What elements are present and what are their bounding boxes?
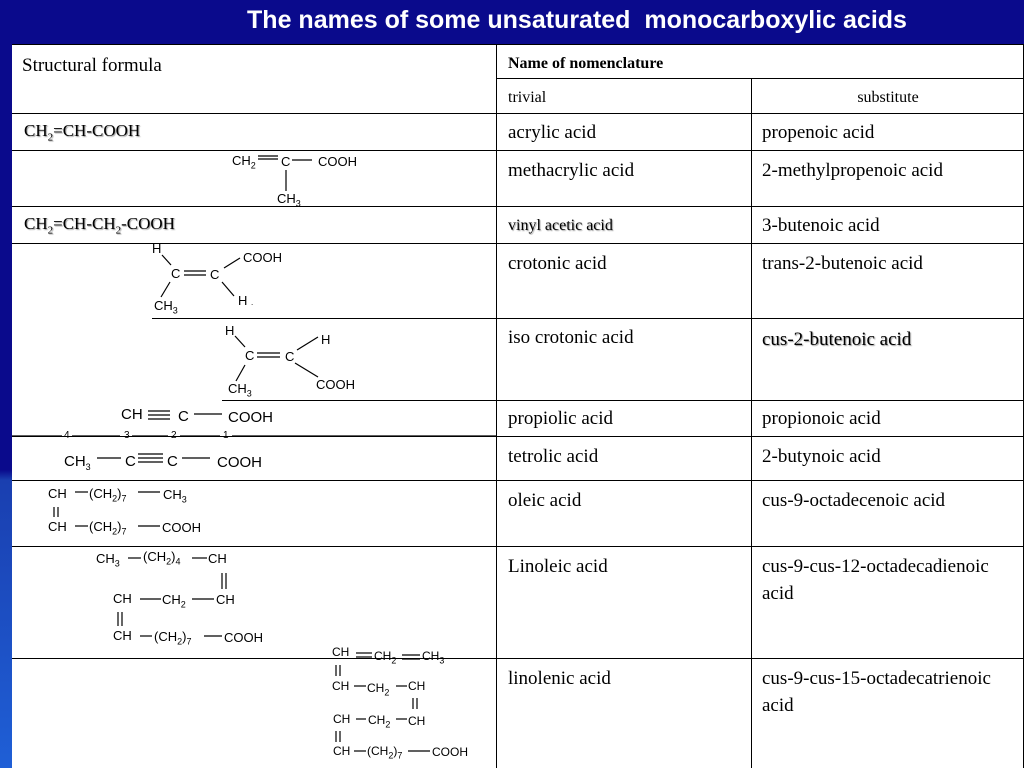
- tetrolic-structure: C: [167, 453, 178, 470]
- substitute-name: propenoic acid: [762, 122, 875, 143]
- substitute-name: 3-butenoic acid: [762, 215, 880, 236]
- header-substitute: substitute: [857, 89, 919, 106]
- linoleic-structure: $(CH_2)_7$: [154, 629, 192, 647]
- linoleic-structure: CH: [208, 551, 227, 566]
- linolenic-structure: CH: [332, 679, 350, 693]
- trivial-name: propiolic acid: [508, 408, 613, 429]
- isocrotonic-structure: C: [245, 348, 255, 363]
- substitute-name: cus-9-cus-15-octadecatrienoic acid: [762, 668, 991, 716]
- linolenic-structure: COOH: [432, 745, 468, 759]
- methacrylic-structure: C: [281, 154, 291, 169]
- linolenic-structure: $CH_2$: [367, 681, 390, 698]
- substitute-name: propionoic acid: [762, 408, 881, 429]
- crotonic-structure: COOH: [243, 250, 282, 265]
- isocrotonic-structure: $CH_3$: [228, 381, 252, 399]
- oleic-structure: CH: [48, 519, 67, 534]
- linolenic-structure: CH: [333, 744, 351, 758]
- substitute-name: 2-methylpropenoic acid: [762, 160, 943, 181]
- linolenic-structure: $(CH_2)_7$: [367, 744, 403, 761]
- linolenic-structure: CH: [408, 714, 426, 728]
- oleic-structure: $(CH_2)_7$: [89, 486, 127, 504]
- slide-title: The names of some unsaturated monocarboxylic acids: [247, 6, 907, 34]
- trivial-name: linolenic acid: [508, 668, 611, 689]
- trivial-name: iso crotonic acid: [508, 327, 634, 348]
- methacrylic-structure: COOH: [318, 154, 357, 169]
- header-name-of-nomenclature: Name of nomenclature: [508, 55, 664, 72]
- crotonic-structure: H: [152, 241, 162, 256]
- oleic-structure: $(CH_2)_7$: [89, 519, 127, 537]
- tetrolic-numbering: 2: [171, 430, 177, 441]
- formula-vinylacetic: $CH_2=CH-CH_2$-COOH: [24, 214, 175, 237]
- propiolic-structure: CH: [121, 406, 143, 423]
- linolenic-structure: CH: [332, 645, 350, 659]
- oleic-structure: COOH: [162, 520, 201, 535]
- crotonic-structure: H .: [238, 293, 254, 308]
- trivial-name: vinyl acetic acid: [508, 217, 613, 234]
- propiolic-structure: C: [178, 408, 189, 425]
- linolenic-structure: CH: [333, 712, 351, 726]
- linoleic-structure: CH: [113, 591, 132, 606]
- tetrolic-structure: C: [125, 453, 136, 470]
- substitute-name: cus-2-butenoic acid: [762, 329, 912, 350]
- tetrolic-structure: COOH: [217, 454, 262, 471]
- methacrylic-structure: $CH_3$: [277, 191, 301, 209]
- linoleic-structure: CH: [113, 628, 132, 643]
- crotonic-structure: C: [171, 266, 181, 281]
- oleic-structure: CH: [48, 486, 67, 501]
- substitute-name: cus-9-octadecenoic acid: [762, 490, 946, 511]
- oleic-structure: $CH_3$: [163, 487, 187, 505]
- header-structural-formula: Structural formula: [22, 55, 162, 76]
- trivial-name: methacrylic acid: [508, 160, 635, 181]
- isocrotonic-structure: C: [285, 349, 295, 364]
- linolenic-structure: $CH_2$: [374, 649, 397, 666]
- crotonic-structure: C: [210, 267, 220, 282]
- trivial-name: Linoleic acid: [508, 556, 608, 577]
- linoleic-structure: COOH: [224, 630, 263, 645]
- tetrolic-numbering: 1: [223, 430, 229, 441]
- methacrylic-structure: $CH_2$: [232, 153, 256, 171]
- propiolic-structure: COOH: [228, 409, 273, 426]
- isocrotonic-structure: H: [225, 323, 235, 338]
- linoleic-structure: $(CH_2)_4$: [143, 549, 181, 567]
- linoleic-structure: $CH_2$: [162, 592, 186, 610]
- trivial-name: acrylic acid: [508, 122, 597, 143]
- linolenic-structure: CH: [408, 679, 426, 693]
- isocrotonic-structure: H: [321, 332, 331, 347]
- header-trivial: trivial: [508, 89, 547, 106]
- trivial-name: crotonic acid: [508, 253, 607, 274]
- crotonic-structure: $CH_3$: [154, 298, 178, 316]
- substitute-name: 2-butynoic acid: [762, 446, 881, 467]
- tetrolic-structure: $CH_3$: [64, 453, 91, 472]
- linoleic-structure: CH: [216, 592, 235, 607]
- trivial-name: oleic acid: [508, 490, 582, 511]
- substitute-name: cus-9-cus-12-octadecadienoic acid: [762, 556, 989, 604]
- isocrotonic-structure: COOH: [316, 377, 355, 392]
- linolenic-structure: $CH_3$: [422, 649, 445, 666]
- linoleic-structure: $CH_3$: [96, 551, 120, 569]
- formula-acrylic: $CH_2=CH$-COOH: [24, 121, 141, 144]
- tetrolic-numbering: 4: [64, 430, 70, 441]
- trivial-name: tetrolic acid: [508, 446, 599, 467]
- tetrolic-numbering: 3: [124, 430, 130, 441]
- substitute-name: trans-2-butenoic acid: [762, 253, 923, 274]
- linolenic-structure: $CH_2$: [368, 713, 391, 730]
